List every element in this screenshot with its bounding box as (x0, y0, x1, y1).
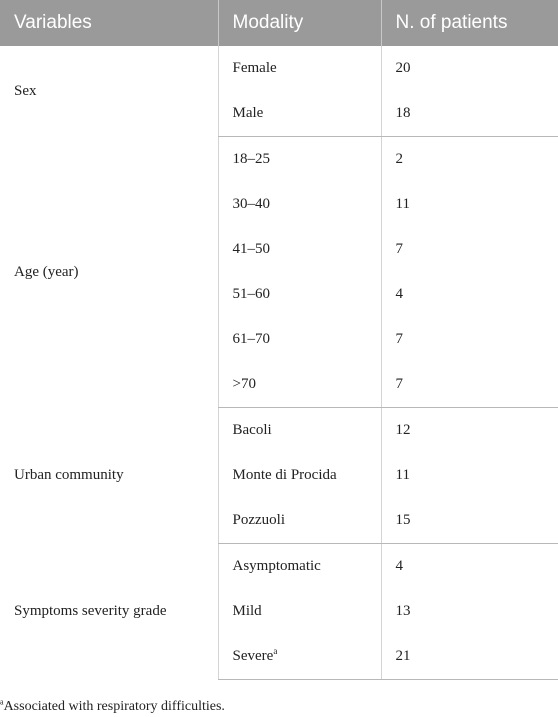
modality-cell: Asymptomatic (218, 544, 381, 590)
table-row (0, 408, 558, 454)
table-row (0, 46, 558, 91)
variable-cell-age: Age (year) (14, 263, 79, 280)
count-cell: 11 (381, 182, 558, 227)
table-header-row (0, 0, 558, 46)
count-cell: 13 (381, 589, 558, 634)
count-cell: 21 (381, 634, 558, 680)
modality-cell: >70 (218, 362, 381, 408)
modality-cell: Male (218, 91, 381, 137)
variable-cell-sex: Sex (14, 82, 37, 99)
count-cell: 4 (381, 544, 558, 590)
count-cell: 15 (381, 498, 558, 544)
count-cell: 11 (381, 453, 558, 498)
count-cell: 7 (381, 362, 558, 408)
modality-cell: 18–25 (218, 137, 381, 183)
modality-cell: Monte di Procida (218, 453, 381, 498)
count-cell: 2 (381, 137, 558, 183)
modality-cell: Mild (218, 589, 381, 634)
column-header-patients: N. of patients (381, 0, 558, 46)
modality-cell: 30–40 (218, 182, 381, 227)
modality-text: Severe (232, 648, 274, 664)
column-header-modality: Modality (218, 0, 381, 46)
count-cell: 4 (381, 272, 558, 317)
modality-cell: Pozzuoli (218, 498, 381, 544)
column-header-variables: Variables (14, 12, 92, 33)
modality-cell (218, 634, 381, 680)
variable-cell-urban-community: Urban community (14, 467, 124, 483)
table-row (0, 544, 558, 590)
footnote-marker: a (0, 697, 4, 707)
modality-cell: 61–70 (218, 317, 381, 362)
count-cell: 12 (381, 408, 558, 454)
footnote-marker: a (273, 646, 278, 656)
count-cell: 7 (381, 317, 558, 362)
footnote-text: Associated with respiratory difficulties. (3, 699, 225, 714)
count-cell: 7 (381, 227, 558, 272)
table-row (0, 137, 558, 183)
modality-cell: Bacoli (218, 408, 381, 454)
modality-cell: 51–60 (218, 272, 381, 317)
modality-cell: Female (218, 46, 381, 91)
count-cell: 18 (381, 91, 558, 137)
table-footnote (0, 699, 225, 715)
variable-cell-symptoms-severity: Symptoms severity grade (14, 603, 167, 619)
count-cell: 20 (381, 46, 558, 91)
modality-cell: 41–50 (218, 227, 381, 272)
